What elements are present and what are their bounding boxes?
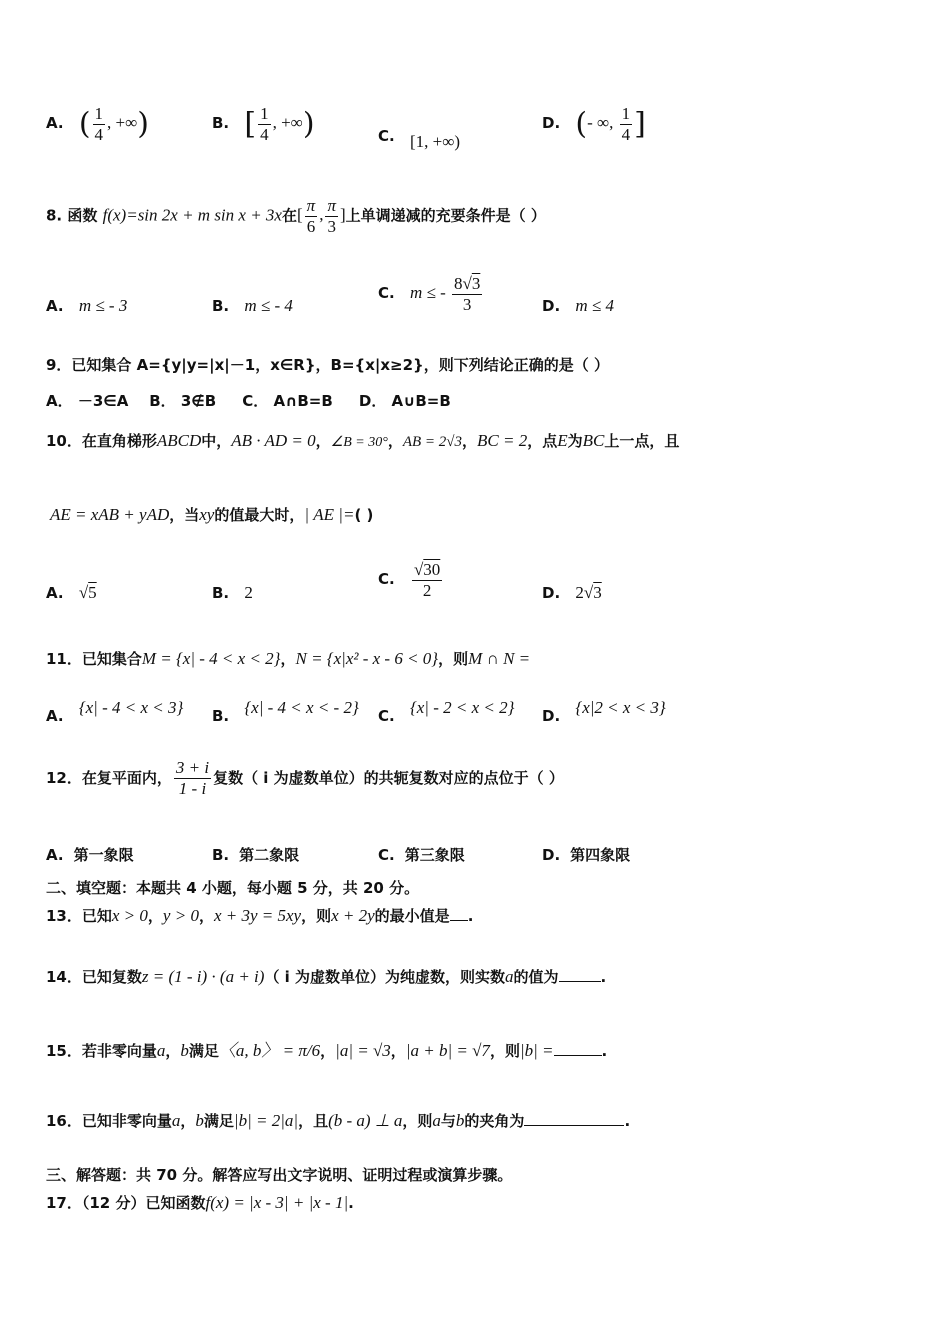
q16-text-a: 16．已知非零向量 xyxy=(46,1112,172,1130)
q8-option-a xyxy=(46,296,127,316)
q16-a-ref: a xyxy=(432,1111,441,1130)
q16-text-g: . xyxy=(624,1112,631,1130)
q11-option-c xyxy=(378,698,515,726)
q14-text-b: （ i 为虚数单位）为纯虚数，则实数 xyxy=(264,968,506,986)
q8-option-d xyxy=(542,296,614,316)
q14-expr: z = (1 - i) · (a + i) xyxy=(141,967,265,986)
q13-cond2: y > 0 xyxy=(162,906,199,925)
q10-option-d xyxy=(542,583,602,603)
q11-text-a: 11．已知集合 xyxy=(46,650,142,668)
option-expr: m ≤ 4 xyxy=(575,296,614,315)
q16-cond2: (b - a) ⊥ a xyxy=(328,1111,403,1130)
q10-stem: 10．在直角梯形ABCD中，AB · AD = 0，∠B = 30°，AB = 2√3，BC = 2，点E为BC上一点，且 xyxy=(46,431,680,450)
section-fill-in-heading: 二、填空题：本题共 4 小题，每小题 5 分，共 20 分。 xyxy=(46,879,420,897)
q9-stem: 9．已知集合 A={y|y=|x|－1，x∈R}，B={x|x≥2}，则下列结论正确的是（ ） xyxy=(46,356,609,374)
q13-text-c: 的最小值是 xyxy=(374,907,450,925)
option-expr: m ≤ - 4 xyxy=(244,296,293,315)
option-expr: √5 xyxy=(78,583,97,602)
option-text: 第一象限 xyxy=(73,846,134,864)
q16-b: b xyxy=(195,1111,204,1130)
option-label: B. xyxy=(212,707,230,725)
q11-option-a xyxy=(46,698,184,726)
q12-text-b: 复数（ i 为虚数单位）的共轭复数对应的点位于（ ） xyxy=(213,769,564,787)
q16-text-b: 满足 xyxy=(203,1112,234,1130)
q10-cond4: BC = 2 xyxy=(477,431,528,450)
q15-stem: 15．若非零向量a，b满足〈a, b〉 = π/6，|a| = √3，|a + b| = √7，则|b| = . xyxy=(46,1041,608,1060)
q15-cond3: |a + b| = √7 xyxy=(405,1041,490,1060)
q17-stem xyxy=(46,1192,354,1213)
q11-text-b: ，则 xyxy=(438,650,469,668)
q10-option-c xyxy=(378,560,444,601)
q12-option-b xyxy=(212,844,299,865)
q7-option-d xyxy=(542,104,646,145)
q14-text-a: 14．已知复数 xyxy=(46,968,142,986)
q8-text-b: 在 xyxy=(281,206,297,225)
q13-answer-blank[interactable] xyxy=(450,906,468,921)
option-expr: {x| - 4 < x < - 2} xyxy=(244,698,359,717)
option-label: A. xyxy=(46,297,64,315)
q10-cond1: AB · AD = 0 xyxy=(231,431,316,450)
q7-option-c xyxy=(378,126,460,151)
option-label: B. xyxy=(212,584,230,602)
option-label: D. xyxy=(542,584,561,602)
q10-option-b xyxy=(212,583,253,603)
option-label: A. xyxy=(46,114,64,133)
q10-text-d: 为 xyxy=(567,432,583,450)
q16-a: a xyxy=(171,1111,181,1130)
q11-set-n: N = {x|x² - x - 6 < 0} xyxy=(295,649,439,668)
q17-text-a: 17．（12 分）已知函数 xyxy=(46,1194,206,1212)
q13-stem: 13．已知x > 0，y > 0，x + 3y = 5xy，则x + 2y的最小值是 . xyxy=(46,906,474,925)
q13-cond1: x > 0 xyxy=(111,906,148,925)
q15-a: a xyxy=(156,1041,166,1060)
q11-set-m: M = {x| - 4 < x < 2} xyxy=(141,649,281,668)
q15-text-a: 15．若非零向量 xyxy=(46,1042,157,1060)
option-label: A. xyxy=(46,846,64,864)
q13-text-d: . xyxy=(467,907,474,925)
q12-option-a xyxy=(46,844,134,865)
q14-text-d: . xyxy=(600,968,607,986)
q11-option-b xyxy=(212,698,359,726)
q7-option-b xyxy=(212,104,315,145)
q8-interval: [ $\frac{\pi}{6}$ , $\frac{\pi}{3}$ ] xyxy=(297,196,346,236)
option-expr: {x| - 4 < x < 3} xyxy=(78,698,184,717)
option-expr: [1, +∞) xyxy=(409,132,460,151)
q12-stem xyxy=(46,758,564,799)
q15-text-b: 满足 xyxy=(188,1042,219,1060)
q10-cond2: ∠B = 30° xyxy=(330,435,388,450)
option-label: D. xyxy=(542,297,561,315)
q10-text-e: 上一点，且 xyxy=(604,432,680,450)
q8-option-c xyxy=(378,274,484,315)
q12-fraction xyxy=(174,758,211,799)
option-expr: 2√3 xyxy=(575,583,602,602)
q15-text-d: . xyxy=(601,1042,608,1060)
q10-abs-ae: | AE |= xyxy=(304,505,355,524)
option-label: C. xyxy=(378,127,395,145)
q12-option-d xyxy=(542,844,630,865)
option-label: B. xyxy=(212,846,230,864)
q14-answer-blank[interactable] xyxy=(559,967,601,982)
q12-option-c xyxy=(378,844,465,865)
q10-line2-b: 的值最大时， xyxy=(214,506,305,524)
option-text: 第三象限 xyxy=(404,846,465,864)
option-expr: {x| - 2 < x < 2} xyxy=(409,698,515,717)
q10-vector-eq: AE = xAB + yAD xyxy=(50,505,170,524)
q16-cond1: |b| = 2|a| xyxy=(233,1111,299,1130)
q16-text-d: ，则 xyxy=(402,1112,433,1130)
q13-text-a: 13．已知 xyxy=(46,907,112,925)
q10-line2-c: ( ) xyxy=(354,506,374,524)
option-label: B. xyxy=(212,297,230,315)
option-label: B. xyxy=(212,114,230,133)
q8-number: 8. xyxy=(46,206,63,225)
option-label: A. xyxy=(46,584,64,602)
q14-stem xyxy=(46,966,606,987)
q10-xy: xy xyxy=(199,505,215,524)
q10-e: E xyxy=(557,431,568,450)
q16-b-ref: b xyxy=(455,1111,465,1130)
option-expr: (- ∞, $\frac{1}{4}$ ] xyxy=(575,104,646,144)
option-expr: 2 xyxy=(244,583,253,602)
q11-option-d xyxy=(542,698,666,726)
q16-text-c: ，且 xyxy=(298,1112,329,1130)
option-label: C. xyxy=(378,846,395,864)
option-expr: $\frac{√30}{2}$ xyxy=(413,560,441,600)
option-expr: {x|2 < x < 3} xyxy=(575,698,666,717)
q10-bc: BC xyxy=(582,431,605,450)
option-label: C. xyxy=(378,570,395,589)
q15-angle: 〈a, b〉 = π/6 xyxy=(218,1041,321,1060)
q12-numerator: 3 + i xyxy=(175,758,210,777)
option-label: C. xyxy=(378,284,395,303)
q16-text-e: 与 xyxy=(440,1112,456,1130)
q10-abcd: ABCD xyxy=(156,431,202,450)
q15-b: b xyxy=(180,1041,189,1060)
q15-answer-blank[interactable] xyxy=(554,1041,602,1056)
q15-cond2: |a| = √3 xyxy=(335,1041,391,1060)
q7-option-a xyxy=(46,104,149,145)
option-label: C. xyxy=(378,707,395,725)
option-text: 第二象限 xyxy=(239,846,300,864)
option-expr: ( $\frac{1}{4}$ , +∞) xyxy=(78,104,149,144)
option-expr: m ≤ - $\frac{8√3}{3}$ xyxy=(409,274,481,314)
q9-options: A． －3∈A B． 3∉B C． A∩B=B D． A∪B=B xyxy=(46,392,451,410)
option-label: D. xyxy=(542,707,561,725)
q13-cond3: x + 3y = 5xy xyxy=(213,906,302,925)
q8-option-b xyxy=(212,296,293,316)
option-label: A. xyxy=(46,707,64,725)
q10-text-c: ，点 xyxy=(527,432,558,450)
q10-line2 xyxy=(50,504,373,525)
q12-text-a: 12．在复平面内， xyxy=(46,769,172,787)
q10-line2-a: ，当 xyxy=(169,506,200,524)
q16-stem: 16．已知非零向量a，b满足|b| = 2|a|，且(b - a) ⊥ a，则a与b的夹角为 . xyxy=(46,1111,631,1130)
option-label: D. xyxy=(542,846,561,864)
q8-function: f(x)=sin 2x + m sin x + 3x xyxy=(102,205,282,225)
option-text: 第四象限 xyxy=(570,846,631,864)
section-solution-heading: 三、解答题：共 70 分。解答应写出文字说明、证明过程或演算步骤。 xyxy=(46,1166,513,1184)
q13-text-b: ，则 xyxy=(301,907,332,925)
option-expr: [ $\frac{1}{4}$ , +∞) xyxy=(244,104,315,144)
q16-answer-blank[interactable] xyxy=(524,1111,624,1126)
q13-expr: x + 2y xyxy=(331,906,375,925)
q10-cond3: AB = 2√3 xyxy=(402,434,463,450)
q14-a: a xyxy=(505,967,514,986)
option-expr: m ≤ - 3 xyxy=(78,296,128,315)
q12-denominator: 1 - i xyxy=(178,779,207,798)
q8-text-c: 上单调递减的充要条件是（ ） xyxy=(345,206,546,225)
q16-text-f: 的夹角为 xyxy=(464,1112,525,1130)
q17-function: f(x) = |x - 3| + |x - 1| xyxy=(205,1193,349,1212)
q14-text-c: 的值为 xyxy=(513,968,559,986)
q17-text-b: . xyxy=(348,1194,354,1212)
q10-text-a: 10．在直角梯形 xyxy=(46,432,157,450)
q10-text-b: 中， xyxy=(201,432,232,450)
q8-text-a: 函数 xyxy=(67,206,98,225)
option-label: D. xyxy=(542,114,561,133)
q8-stem xyxy=(46,196,546,237)
q10-option-a xyxy=(46,583,97,603)
q11-stem: 11．已知集合M = {x| - 4 < x < 2}，N = {x|x² - x - 6 < 0}，则M ∩ N = xyxy=(46,649,531,668)
q15-text-c: ，则 xyxy=(489,1042,520,1060)
q11-result: M ∩ N = xyxy=(468,649,531,668)
q15-result: |b| = xyxy=(519,1041,554,1060)
